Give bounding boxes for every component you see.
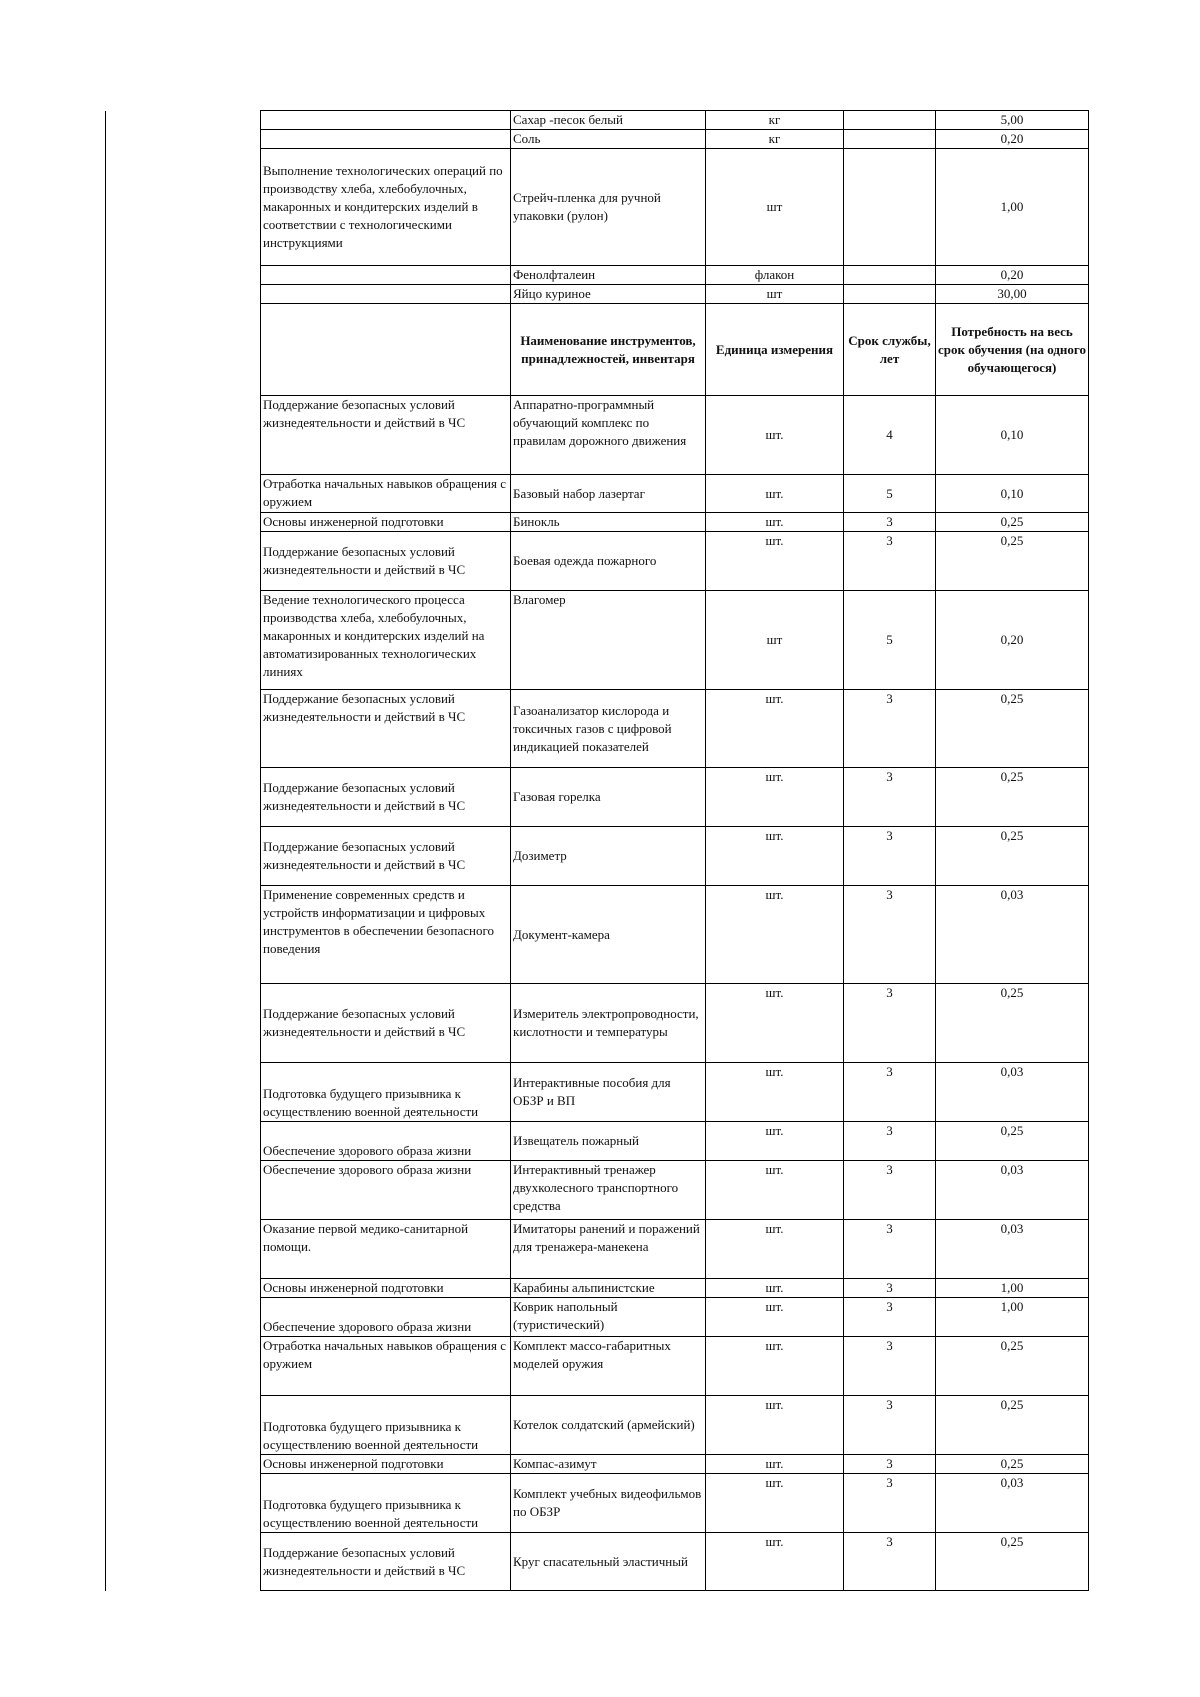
blank-cell: [106, 285, 261, 304]
table-row: [106, 886, 1089, 984]
service-life-cell: 3: [844, 513, 936, 532]
subject-cell: Подготовка будущего призывника к осуществлению военной деятельности: [261, 1063, 511, 1122]
unit-cell: шт.: [706, 475, 844, 513]
item-name-cell: Боевая одежда пожарного: [511, 532, 706, 591]
table-row: [106, 149, 1089, 266]
subject-cell: Подготовка будущего призывника к осуществлению военной деятельности: [261, 1474, 511, 1533]
blank-cell: [106, 984, 261, 1063]
unit-cell: шт.: [706, 827, 844, 886]
need-cell: 0,25: [936, 1122, 1089, 1161]
blank-cell: [106, 690, 261, 768]
unit-cell: шт.: [706, 1396, 844, 1455]
unit-cell: флакон: [706, 266, 844, 285]
unit-cell: шт.: [706, 984, 844, 1063]
subject-cell: Ведение технологического процесса производства хлеба, хлебобулочных, макаронных и кондитерских изделий на автоматизированных технологических линиях: [261, 591, 511, 690]
item-name-cell: Комплект массо-габаритных моделей оружия: [511, 1337, 706, 1396]
unit-cell: шт.: [706, 1161, 844, 1220]
table-row: [106, 690, 1089, 768]
unit-cell: шт.: [706, 1455, 844, 1474]
service-life-cell: 3: [844, 1279, 936, 1298]
subject-cell: Поддержание безопасных условий жизнедеятельности и действий в ЧС: [261, 768, 511, 827]
subject-cell: Поддержание безопасных условий жизнедеятельности и действий в ЧС: [261, 396, 511, 475]
service-life-cell: 5: [844, 475, 936, 513]
need-cell: 0,25: [936, 1533, 1089, 1591]
service-life-cell: 3: [844, 1161, 936, 1220]
item-name-cell: Влагомер: [511, 591, 706, 690]
need-cell: 0,03: [936, 886, 1089, 984]
item-name-cell: Аппаратно-программный обучающий комплекс по правилам дорожного движения: [511, 396, 706, 475]
blank-cell: [106, 149, 261, 266]
service-life-cell: 3: [844, 1298, 936, 1337]
item-name-cell: Документ-камера: [511, 886, 706, 984]
table-row: [106, 396, 1089, 475]
unit-cell: шт.: [706, 1063, 844, 1122]
need-cell: 0,25: [936, 1337, 1089, 1396]
item-name-cell: Базовый набор лазертаг: [511, 475, 706, 513]
header-service-life: Срок службы, лет: [844, 304, 936, 396]
need-cell: 0,25: [936, 827, 1089, 886]
item-name-cell: Карабины альпинистские: [511, 1279, 706, 1298]
subject-cell: Поддержание безопасных условий жизнедеятельности и действий в ЧС: [261, 690, 511, 768]
item-name-cell: Извещатель пожарный: [511, 1122, 706, 1161]
blank-cell: [106, 513, 261, 532]
subject-cell: Основы инженерной подготовки: [261, 1455, 511, 1474]
table-row: [106, 768, 1089, 827]
subject-cell: Поддержание безопасных условий жизнедеятельности и действий в ЧС: [261, 532, 511, 591]
blank-cell: [106, 130, 261, 149]
table-row: [106, 591, 1089, 690]
need-cell: 30,00: [936, 285, 1089, 304]
need-cell: 1,00: [936, 1298, 1089, 1337]
blank-cell: [106, 591, 261, 690]
need-cell: 0,03: [936, 1161, 1089, 1220]
blank-cell: [106, 1220, 261, 1279]
need-cell: 0,25: [936, 768, 1089, 827]
blank-cell: [106, 1396, 261, 1455]
header-blank-cell: [261, 304, 511, 396]
subject-cell: Подготовка будущего призывника к осуществлению военной деятельности: [261, 1396, 511, 1455]
subject-cell: [261, 266, 511, 285]
unit-cell: шт.: [706, 886, 844, 984]
item-name-cell: Измеритель электропроводности, кислотности и температуры: [511, 984, 706, 1063]
item-name-cell: Стрейч-пленка для ручной упаковки (рулон): [511, 149, 706, 266]
item-name-cell: Дозиметр: [511, 827, 706, 886]
need-cell: 0,25: [936, 513, 1089, 532]
service-life-cell: 3: [844, 1337, 936, 1396]
subject-cell: Выполнение технологических операций по производству хлеба, хлебобулочных, макаронных и кондитерских изделий в соответствии с технологическими инструкциями: [261, 149, 511, 266]
unit-cell: шт: [706, 591, 844, 690]
blank-cell: [106, 266, 261, 285]
service-life-cell: [844, 111, 936, 130]
unit-cell: шт.: [706, 768, 844, 827]
service-life-cell: 3: [844, 768, 936, 827]
need-cell: 0,25: [936, 984, 1089, 1063]
blank-cell: [106, 1161, 261, 1220]
blank-cell: [106, 304, 261, 396]
service-life-cell: 3: [844, 1474, 936, 1533]
unit-cell: шт.: [706, 532, 844, 591]
need-cell: 0,10: [936, 396, 1089, 475]
blank-cell: [106, 1298, 261, 1337]
item-name-cell: Газоанализатор кислорода и токсичных газов с цифровой индикацией показателей: [511, 690, 706, 768]
need-cell: 1,00: [936, 1279, 1089, 1298]
unit-cell: шт: [706, 285, 844, 304]
item-rows: [106, 396, 1089, 1591]
subject-cell: Обеспечение здорового образа жизни: [261, 1298, 511, 1337]
need-cell: 0,03: [936, 1474, 1089, 1533]
table-header-row: [106, 304, 1089, 396]
unit-cell: шт.: [706, 1298, 844, 1337]
unit-cell: шт.: [706, 1474, 844, 1533]
table-row: [106, 513, 1089, 532]
table-row: [106, 1455, 1089, 1474]
need-cell: 0,25: [936, 690, 1089, 768]
subject-cell: Применение современных средств и устройств информатизации и цифровых инструментов в обеспечении безопасного поведения: [261, 886, 511, 984]
service-life-cell: 3: [844, 1455, 936, 1474]
table-row: [106, 827, 1089, 886]
table-row: [106, 111, 1089, 130]
subject-cell: Отработка начальных навыков обращения с оружием: [261, 1337, 511, 1396]
table-row: [106, 285, 1089, 304]
service-life-cell: 3: [844, 532, 936, 591]
unit-cell: шт: [706, 149, 844, 266]
need-cell: 5,00: [936, 111, 1089, 130]
blank-cell: [106, 475, 261, 513]
table-row: [106, 266, 1089, 285]
subject-cell: Отработка начальных навыков обращения с оружием: [261, 475, 511, 513]
blank-cell: [106, 768, 261, 827]
subject-cell: Поддержание безопасных условий жизнедеятельности и действий в ЧС: [261, 984, 511, 1063]
unit-cell: шт.: [706, 1279, 844, 1298]
header-instrument: Наименование инструментов, принадлежностей, инвентаря: [511, 304, 706, 396]
table-row: [106, 1337, 1089, 1396]
item-name-cell: Газовая горелка: [511, 768, 706, 827]
need-cell: 0,03: [936, 1220, 1089, 1279]
subject-cell: Основы инженерной подготовки: [261, 513, 511, 532]
service-life-cell: 3: [844, 1063, 936, 1122]
blank-cell: [106, 1474, 261, 1533]
item-name-cell: Соль: [511, 130, 706, 149]
unit-cell: шт.: [706, 1220, 844, 1279]
service-life-cell: [844, 130, 936, 149]
item-name-cell: Компас-азимут: [511, 1455, 706, 1474]
service-life-cell: 3: [844, 827, 936, 886]
item-name-cell: Сахар -песок белый: [511, 111, 706, 130]
need-cell: 0,25: [936, 1455, 1089, 1474]
unit-cell: шт.: [706, 513, 844, 532]
subject-cell: Оказание первой медико-санитарной помощи.: [261, 1220, 511, 1279]
need-cell: 0,25: [936, 532, 1089, 591]
table-row: [106, 1161, 1089, 1220]
table-row: [106, 1474, 1089, 1533]
item-name-cell: Коврик напольный (туристический): [511, 1298, 706, 1337]
blank-cell: [106, 111, 261, 130]
blank-cell: [106, 396, 261, 475]
need-cell: 0,20: [936, 591, 1089, 690]
table-row: [106, 984, 1089, 1063]
service-life-cell: [844, 149, 936, 266]
unit-cell: шт.: [706, 396, 844, 475]
service-life-cell: 3: [844, 1122, 936, 1161]
need-cell: 1,00: [936, 149, 1089, 266]
item-name-cell: Круг спасательный эластичный: [511, 1533, 706, 1591]
item-name-cell: Фенолфталеин: [511, 266, 706, 285]
table-row: [106, 532, 1089, 591]
blank-cell: [106, 827, 261, 886]
service-life-cell: [844, 285, 936, 304]
blank-cell: [106, 1122, 261, 1161]
subject-cell: [261, 111, 511, 130]
subject-cell: Основы инженерной подготовки: [261, 1279, 511, 1298]
table-row: [106, 1122, 1089, 1161]
unit-cell: кг: [706, 130, 844, 149]
need-cell: 0,25: [936, 1396, 1089, 1455]
item-name-cell: Комплект учебных видеофильмов по ОБЗР: [511, 1474, 706, 1533]
service-life-cell: [844, 266, 936, 285]
service-life-cell: 3: [844, 984, 936, 1063]
subject-cell: [261, 285, 511, 304]
table-row: [106, 1396, 1089, 1455]
header-unit: Единица измерения: [706, 304, 844, 396]
blank-cell: [106, 1533, 261, 1591]
service-life-cell: 3: [844, 1396, 936, 1455]
table-row: [106, 1220, 1089, 1279]
blank-cell: [106, 886, 261, 984]
table-row: [106, 130, 1089, 149]
blank-cell: [106, 1063, 261, 1122]
item-name-cell: Интерактивные пособия для ОБЗР и ВП: [511, 1063, 706, 1122]
service-life-cell: 3: [844, 1220, 936, 1279]
equipment-table: [105, 110, 1089, 1591]
blank-cell: [106, 1279, 261, 1298]
item-name-cell: Яйцо куриное: [511, 285, 706, 304]
item-name-cell: Бинокль: [511, 513, 706, 532]
need-cell: 0,20: [936, 266, 1089, 285]
subject-cell: Обеспечение здорового образа жизни: [261, 1161, 511, 1220]
service-life-cell: 3: [844, 690, 936, 768]
table-row: [106, 1298, 1089, 1337]
service-life-cell: 3: [844, 1533, 936, 1591]
unit-cell: шт.: [706, 1337, 844, 1396]
blank-cell: [106, 532, 261, 591]
unit-cell: кг: [706, 111, 844, 130]
subject-cell: Обеспечение здорового образа жизни: [261, 1122, 511, 1161]
service-life-cell: 4: [844, 396, 936, 475]
service-life-cell: 5: [844, 591, 936, 690]
blank-cell: [106, 1455, 261, 1474]
item-name-cell: Котелок солдатский (армейский): [511, 1396, 706, 1455]
table-row: [106, 475, 1089, 513]
item-name-cell: Имитаторы ранений и поражений для тренажера-манекена: [511, 1220, 706, 1279]
header-need: Потребность на весь срок обучения (на одного обучающегося): [936, 304, 1089, 396]
need-cell: 0,10: [936, 475, 1089, 513]
table-row: [106, 1063, 1089, 1122]
blank-cell: [106, 1337, 261, 1396]
unit-cell: шт.: [706, 690, 844, 768]
subject-cell: [261, 130, 511, 149]
subject-cell: Поддержание безопасных условий жизнедеятельности и действий в ЧС: [261, 1533, 511, 1591]
service-life-cell: 3: [844, 886, 936, 984]
unit-cell: шт.: [706, 1122, 844, 1161]
need-cell: 0,20: [936, 130, 1089, 149]
unit-cell: шт.: [706, 1533, 844, 1591]
table-row: [106, 1533, 1089, 1591]
table-row: [106, 1279, 1089, 1298]
need-cell: 0,03: [936, 1063, 1089, 1122]
subject-cell: Поддержание безопасных условий жизнедеятельности и действий в ЧС: [261, 827, 511, 886]
item-name-cell: Интерактивный тренажер двухколесного транспортного средства: [511, 1161, 706, 1220]
